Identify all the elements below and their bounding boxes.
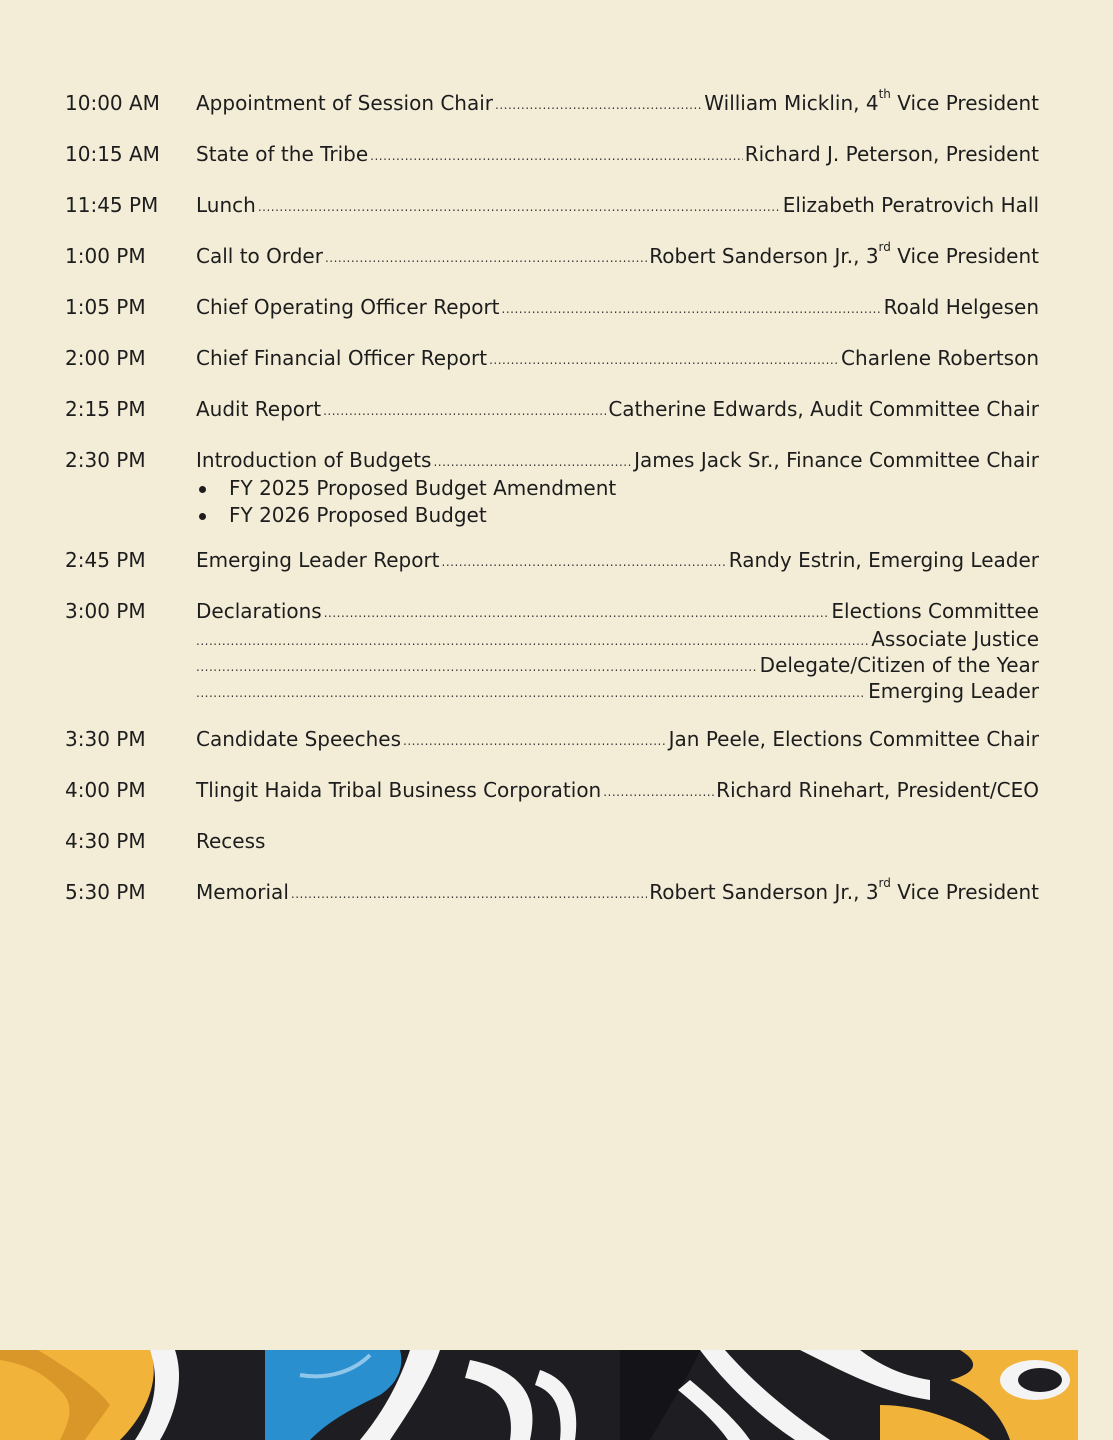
agenda-row: [65, 877, 1039, 907]
agenda-item: [65, 88, 1039, 118]
agenda-presenter: [716, 775, 1039, 805]
presenter-name: Catherine Edwards, Audit Committee Chair: [608, 397, 1039, 421]
agenda-title: Tlingit Haida Tribal Business Corporation: [196, 778, 602, 802]
presenter-role: Vice President: [890, 91, 1039, 115]
ordinal-suffix: rd: [878, 240, 891, 255]
presenter-name: Randy Estrin, Emerging Leader: [728, 548, 1039, 572]
agenda-row: [65, 241, 1039, 271]
agenda-row: [65, 775, 1039, 805]
dot-leader: [442, 547, 727, 577]
agenda-row: [65, 545, 1039, 575]
presenter-role: Vice President: [890, 244, 1039, 268]
agenda-item: [65, 724, 1039, 754]
agenda-time: 1:00 PM: [65, 244, 146, 268]
agenda-title: Chief Operating Officer Report: [196, 295, 500, 319]
dot-leader: [433, 447, 632, 477]
sub-item: FY 2026 Proposed Budget: [196, 502, 1039, 529]
agenda-item: [65, 343, 1039, 373]
presenter-name: James Jack Sr., Finance Committee Chair: [634, 448, 1039, 472]
declaration-row: [196, 678, 1039, 704]
declaration-label: Emerging Leader: [868, 679, 1039, 703]
dot-leader: [502, 294, 882, 324]
agenda-item: [65, 190, 1039, 220]
agenda-item: [65, 596, 1039, 704]
agenda-row: [65, 394, 1039, 424]
agenda-presenter: [783, 190, 1039, 220]
agenda-presenter: [729, 545, 1039, 575]
dot-leader: [258, 192, 781, 222]
presenter-name: Jan Peele, Elections Committee Chair: [668, 727, 1039, 751]
agenda-time: 2:30 PM: [65, 448, 146, 472]
dot-leader: [196, 680, 866, 706]
presenter-name: Robert Sanderson Jr., 3: [649, 880, 879, 904]
presenter-role: Vice President: [890, 880, 1039, 904]
agenda-row: [65, 292, 1039, 322]
agenda-item: [65, 292, 1039, 322]
agenda-item: [65, 877, 1039, 907]
presenter-name: Robert Sanderson Jr., 3: [649, 244, 879, 268]
dot-leader: [495, 90, 702, 120]
presenter-name: William Micklin, 4: [704, 91, 879, 115]
declaration-label: Delegate/Citizen of the Year: [759, 653, 1039, 677]
agenda-time: 10:15 AM: [65, 142, 160, 166]
presenter-name: Elections Committee: [831, 599, 1039, 623]
agenda-time: 4:30 PM: [65, 829, 146, 853]
agenda-row: [65, 139, 1039, 169]
agenda-title: Audit Report: [196, 397, 322, 421]
dot-leader: [324, 598, 830, 628]
agenda-title: Memorial: [196, 880, 289, 904]
dot-leader: [196, 628, 869, 654]
agenda-title: Introduction of Budgets: [196, 448, 432, 472]
agenda-row: [65, 826, 1039, 856]
presenter-name: Richard Rinehart, President/CEO: [716, 778, 1039, 802]
agenda-item: [65, 545, 1039, 575]
declaration-label: Associate Justice: [871, 627, 1039, 651]
ordinal-suffix: rd: [878, 876, 891, 891]
presenter-name: Roald Helgesen: [883, 295, 1039, 319]
agenda-title: Call to Order: [196, 244, 323, 268]
agenda-time: 3:00 PM: [65, 599, 146, 623]
agenda-presenter: [649, 241, 1039, 271]
agenda-presenter: [608, 394, 1039, 424]
agenda-title: Recess: [196, 829, 266, 853]
agenda-time: 3:30 PM: [65, 727, 146, 751]
agenda-time: 2:45 PM: [65, 548, 146, 572]
agenda-presenter: [634, 445, 1039, 475]
agenda-time: 10:00 AM: [65, 91, 160, 115]
agenda-row: [65, 88, 1039, 118]
agenda-item: [65, 826, 1039, 856]
agenda-time: 1:05 PM: [65, 295, 146, 319]
agenda-time: 4:00 PM: [65, 778, 146, 802]
agenda-item: [65, 241, 1039, 271]
agenda-list: [65, 88, 1039, 928]
agenda-title: Lunch: [196, 193, 256, 217]
presenter-name: Elizabeth Peratrovich Hall: [782, 193, 1039, 217]
agenda-title: Declarations: [196, 599, 322, 623]
agenda-title: Chief Financial Officer Report: [196, 346, 488, 370]
agenda-presenter: [669, 724, 1039, 754]
agenda-item: [65, 394, 1039, 424]
agenda-row: [65, 724, 1039, 754]
formline-art-image: [0, 1350, 1078, 1440]
agenda-presenter: [841, 343, 1039, 373]
agenda-presenter: [884, 292, 1039, 322]
sub-item-list: [196, 475, 1039, 529]
agenda-row: [65, 343, 1039, 373]
agenda-time: 11:45 PM: [65, 193, 159, 217]
dot-leader: [603, 777, 714, 807]
presenter-name: Charlene Robertson: [841, 346, 1039, 370]
agenda-item: [65, 775, 1039, 805]
agenda-time: 2:00 PM: [65, 346, 146, 370]
agenda-presenter: [704, 88, 1039, 118]
agenda-title: Appointment of Session Chair: [196, 91, 494, 115]
dot-leader: [403, 726, 667, 756]
dot-leader: [323, 396, 606, 426]
agenda-presenter: [649, 877, 1039, 907]
agenda-item: [65, 139, 1039, 169]
dot-leader: [489, 345, 839, 375]
presenter-name: Richard J. Peterson, President: [744, 142, 1039, 166]
dot-leader: [325, 243, 647, 273]
agenda-item: [65, 445, 1039, 529]
declaration-row: [196, 626, 1039, 652]
sub-item: FY 2025 Proposed Budget Amendment: [196, 475, 1039, 502]
ordinal-suffix: th: [878, 87, 891, 102]
agenda-presenter: [745, 139, 1039, 169]
agenda-title: Candidate Speeches: [196, 727, 401, 751]
agenda-presenter: [831, 596, 1039, 626]
agenda-time: 5:30 PM: [65, 880, 146, 904]
dot-leader: [291, 879, 647, 909]
agenda-title: State of the Tribe: [196, 142, 369, 166]
agenda-row: [65, 445, 1039, 475]
agenda-title: Emerging Leader Report: [196, 548, 440, 572]
agenda-row: [65, 596, 1039, 626]
declaration-row: [196, 652, 1039, 678]
agenda-time: 2:15 PM: [65, 397, 146, 421]
agenda-row: [65, 190, 1039, 220]
dot-leader: [196, 654, 758, 680]
formline-art-banner: [0, 1350, 1078, 1440]
dot-leader: [370, 141, 743, 171]
